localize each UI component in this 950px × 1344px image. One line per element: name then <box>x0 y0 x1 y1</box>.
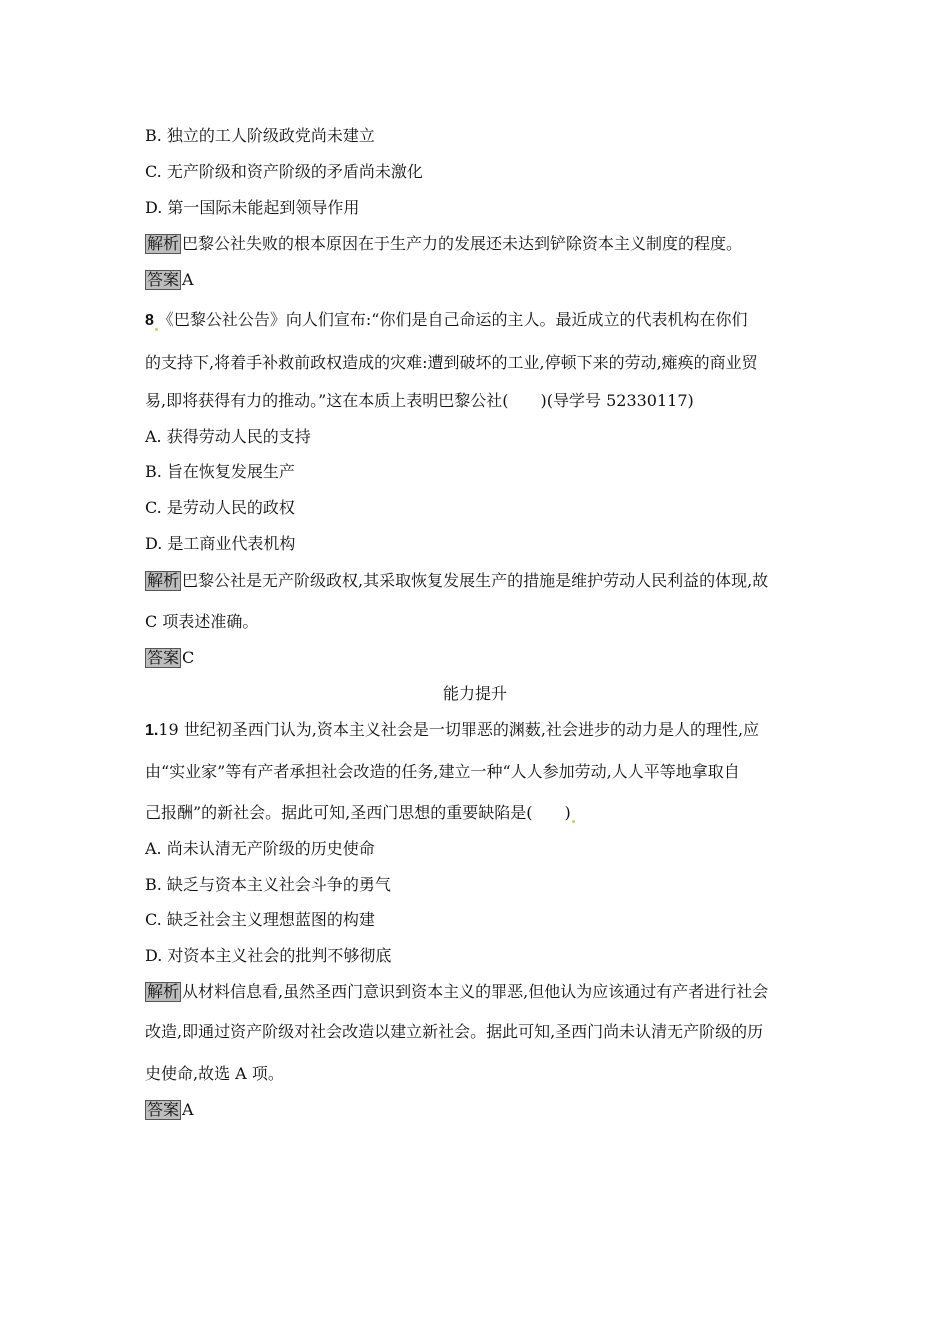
q1-analysis-line-3: 史使命,故选 A 项。 <box>145 1064 284 1083</box>
q1-option-b: B. 缺乏与资本主义社会斗争的勇气 <box>145 875 391 894</box>
q7-option-b: B. 独立的工人阶级政党尚未建立 <box>145 126 375 145</box>
q7-analysis-text: 巴黎公社失败的根本原因在于生产力的发展还未达到铲除资本主义制度的程度。 <box>182 234 743 253</box>
mark-dot <box>572 820 575 823</box>
q7-answer-text: A <box>182 270 194 289</box>
answer-tag: 答案 <box>147 648 180 667</box>
q8-option-c: C. 是劳动人民的政权 <box>145 498 295 517</box>
q8-stem-line-1 <box>145 310 815 331</box>
q1-analysis-line-2: 改造,即通过资产阶级对社会改造以建立新社会。据此可知,圣西门尚未认清无产阶级的历 <box>145 1022 764 1041</box>
q1-stem-line-2: 由“实业家”等有产者承担社会改造的任务,建立一种“人人参加劳动,人人平等地拿取自 <box>145 762 740 781</box>
analysis-tag: 解析 <box>147 982 180 1001</box>
analysis-tag: 解析 <box>147 234 180 253</box>
q7-analysis <box>145 234 815 254</box>
answer-tag: 答案 <box>147 270 180 289</box>
q7-answer <box>145 270 815 290</box>
section-title: 能力提升 <box>442 684 507 703</box>
analysis-tag: 解析 <box>147 571 180 590</box>
q1-option-d: D. 对资本主义社会的批判不够彻底 <box>145 946 392 965</box>
q8-stem-line-2: 的支持下,将着手补救前政权造成的灾难:遭到破坏的工业,停顿下来的劳动,瘫痪的商业贸 <box>145 353 758 372</box>
q8-analysis-line-1 <box>145 571 815 591</box>
q1-number: 1. <box>145 722 159 739</box>
q8-analysis-text-1: 巴黎公社是无产阶级政权,其采取恢复发展生产的措施是维护劳动人民利益的体现,故 <box>182 571 769 590</box>
q8-analysis-line-2: C 项表述准确。 <box>145 612 259 631</box>
q8-answer-text: C <box>182 648 195 667</box>
answer-tag: 答案 <box>147 1100 180 1119</box>
q8-option-d: D. 是工商业代表机构 <box>145 534 296 553</box>
q8-stem-line-3: 易,即将获得有力的推动。”这在本质上表明巴黎公社( )(导学号 52330117) <box>145 391 694 410</box>
q1-option-a: A. 尚未认清无产阶级的历史使命 <box>145 839 375 858</box>
q1-analysis-line-1 <box>145 982 815 1002</box>
q8-option-a: A. 获得劳动人民的支持 <box>145 427 311 446</box>
q7-option-c: C. 无产阶级和资产阶级的矛盾尚未激化 <box>145 162 423 181</box>
q1-analysis-text-1: 从材料信息看,虽然圣西门意识到资本主义的罪恶,但他认为应该通过有产者进行社会 <box>182 982 769 1001</box>
q8-number: 8 <box>145 312 154 329</box>
q1-stem-line-3 <box>145 803 815 823</box>
q1-stem-line-1 <box>145 720 815 741</box>
q7-option-d: D. 第一国际未能起到领导作用 <box>145 198 360 217</box>
q8-stem-text-1: 《巴黎公社公告》向人们宣布:“你们是自己命运的主人。最近成立的代表机构在你们 <box>157 310 748 329</box>
q8-answer <box>145 648 815 668</box>
q1-option-c: C. 缺乏社会主义理想蓝图的构建 <box>145 910 375 929</box>
q1-stem-text-1: 19 世纪初圣西门认为,资本主义社会是一切罪恶的渊薮,社会进步的动力是人的理性,应 <box>158 720 760 739</box>
q8-option-b: B. 旨在恢复发展生产 <box>145 462 295 481</box>
q1-answer <box>145 1100 815 1120</box>
q1-stem-text-3: 己报酬”的新社会。据此可知,圣西门思想的重要缺陷是( ) <box>145 803 571 822</box>
q1-answer-text: A <box>182 1100 194 1119</box>
